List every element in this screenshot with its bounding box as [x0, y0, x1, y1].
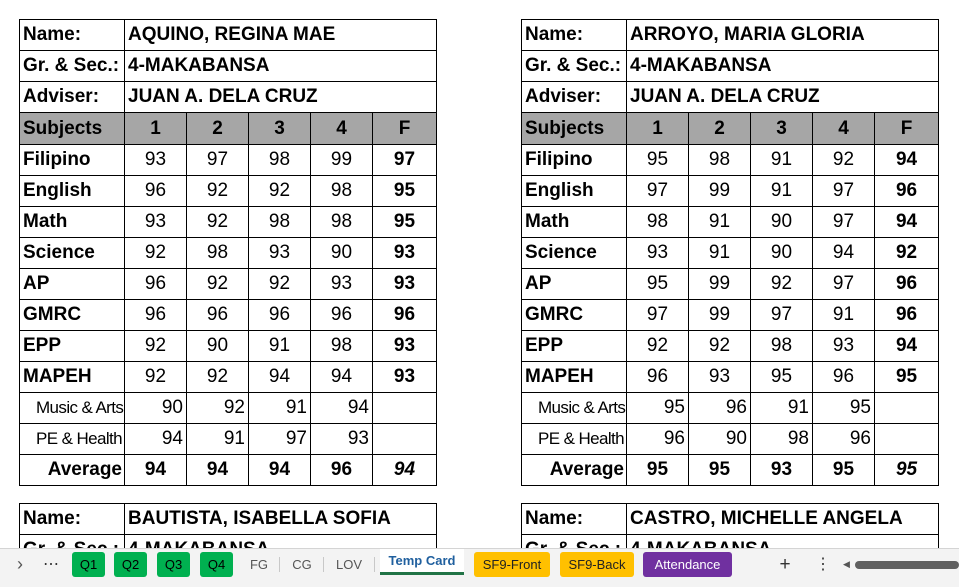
- component-grade-cell[interactable]: 95: [627, 393, 689, 424]
- name-label[interactable]: Name:: [20, 20, 125, 51]
- subject-name[interactable]: English: [522, 176, 627, 207]
- subject-row-epp: [20, 331, 437, 362]
- grade-cell[interactable]: 98: [311, 331, 373, 362]
- student-name[interactable]: AQUINO, REGINA MAE: [125, 20, 437, 51]
- average-cell[interactable]: 94: [187, 455, 249, 486]
- component-grade-cell[interactable]: 94: [311, 393, 373, 424]
- grade-cell[interactable]: 93: [689, 362, 751, 393]
- subjects-header[interactable]: Subjects: [522, 113, 627, 145]
- grade-cell[interactable]: 97: [813, 269, 875, 300]
- student-name[interactable]: CASTRO, MICHELLE ANGELA: [627, 504, 939, 535]
- grade-cell[interactable]: 93: [249, 238, 311, 269]
- grade-cell[interactable]: 97: [813, 176, 875, 207]
- scroll-left-arrow-icon[interactable]: ◀: [843, 559, 850, 569]
- subject-row-gmrc: [20, 300, 437, 331]
- general-average-cell[interactable]: 94: [373, 455, 437, 486]
- grade-cell[interactable]: 93: [311, 269, 373, 300]
- average-cell[interactable]: 95: [813, 455, 875, 486]
- grade-cell[interactable]: 92: [689, 331, 751, 362]
- component-grade-cell[interactable]: 97: [249, 424, 311, 455]
- average-cell[interactable]: 95: [627, 455, 689, 486]
- component-grade-cell[interactable]: 92: [187, 393, 249, 424]
- empty-cell[interactable]: [875, 393, 939, 424]
- sheet-tab-q3[interactable]: Q3: [157, 552, 190, 577]
- name-label[interactable]: Name:: [522, 504, 627, 535]
- component-row-music-arts: [20, 393, 437, 424]
- grade-cell[interactable]: 96: [125, 176, 187, 207]
- grade-cell[interactable]: 95: [627, 145, 689, 176]
- empty-cell[interactable]: [875, 424, 939, 455]
- name-label[interactable]: Name:: [20, 504, 125, 535]
- quarter-2-header[interactable]: 2: [689, 113, 751, 145]
- student-name[interactable]: BAUTISTA, ISABELLA SOFIA: [125, 504, 437, 535]
- component-grade-cell[interactable]: 93: [311, 424, 373, 455]
- final-grade-cell[interactable]: 92: [875, 238, 939, 269]
- grade-cell[interactable]: 98: [249, 207, 311, 238]
- final-grade-cell[interactable]: 93: [373, 269, 437, 300]
- final-grade-cell[interactable]: 96: [875, 176, 939, 207]
- subject-row-filipino: [522, 145, 939, 176]
- grade-cell[interactable]: 91: [249, 331, 311, 362]
- grade-cell[interactable]: 98: [627, 207, 689, 238]
- final-grade-cell[interactable]: 93: [373, 238, 437, 269]
- grade-cell[interactable]: 94: [311, 362, 373, 393]
- grade-cell[interactable]: 93: [813, 331, 875, 362]
- grade-cell[interactable]: 93: [627, 238, 689, 269]
- subject-name[interactable]: Filipino: [20, 145, 125, 176]
- adviser-value[interactable]: JUAN A. DELA CRUZ: [627, 82, 939, 113]
- subject-row-gmrc: [522, 300, 939, 331]
- final-grade-cell[interactable]: 95: [875, 362, 939, 393]
- grade-cell[interactable]: 93: [125, 207, 187, 238]
- final-grade-cell[interactable]: 94: [875, 145, 939, 176]
- grade-cell[interactable]: 94: [249, 362, 311, 393]
- grade-section-value[interactable]: 4-MAKABANSA: [627, 51, 939, 82]
- subject-row-mapeh: [522, 362, 939, 393]
- tab-separator: [279, 557, 280, 572]
- grade-cell[interactable]: 95: [627, 269, 689, 300]
- subject-row-math: [522, 207, 939, 238]
- quarter-1-header[interactable]: 1: [125, 113, 187, 145]
- grade-cell[interactable]: 90: [751, 207, 813, 238]
- final-header[interactable]: F: [373, 113, 437, 145]
- component-name[interactable]: Music & Arts: [20, 393, 125, 424]
- vertical-ellipsis-icon[interactable]: ⋮: [815, 556, 831, 573]
- final-grade-cell[interactable]: 96: [875, 300, 939, 331]
- subject-row-science: [20, 238, 437, 269]
- final-grade-cell[interactable]: 93: [373, 331, 437, 362]
- subjects-header[interactable]: Subjects: [20, 113, 125, 145]
- sheet-tab-sf9-back[interactable]: SF9-Back: [560, 552, 634, 577]
- sheet-tab-q4[interactable]: Q4: [200, 552, 233, 577]
- subject-row-filipino: [20, 145, 437, 176]
- average-row: [20, 455, 437, 486]
- grade-cell[interactable]: 98: [751, 331, 813, 362]
- grade-cell[interactable]: 96: [125, 300, 187, 331]
- subject-name[interactable]: Filipino: [522, 145, 627, 176]
- subject-row-epp: [522, 331, 939, 362]
- grade-section-label[interactable]: Gr. & Sec.:: [20, 51, 125, 82]
- grade-cell[interactable]: 93: [125, 145, 187, 176]
- quarter-2-header[interactable]: 2: [187, 113, 249, 145]
- grade-cell[interactable]: 99: [689, 176, 751, 207]
- subject-name[interactable]: EPP: [522, 331, 627, 362]
- sheet-tab-fg[interactable]: FG: [249, 557, 269, 572]
- sheet-tab-bar: [0, 548, 959, 587]
- grade-cell[interactable]: 99: [689, 300, 751, 331]
- report-card-arroyo: [521, 19, 939, 486]
- tab-separator: [374, 557, 375, 572]
- component-grade-cell[interactable]: 90: [689, 424, 751, 455]
- grade-cell[interactable]: 92: [249, 269, 311, 300]
- average-cell[interactable]: 93: [751, 455, 813, 486]
- subject-name[interactable]: MAPEH: [522, 362, 627, 393]
- quarter-3-header[interactable]: 3: [249, 113, 311, 145]
- subject-name[interactable]: Math: [522, 207, 627, 238]
- grade-cell[interactable]: 92: [125, 362, 187, 393]
- average-label[interactable]: Average: [522, 455, 627, 486]
- grade-cell[interactable]: 96: [125, 269, 187, 300]
- grade-cell[interactable]: 98: [249, 145, 311, 176]
- grade-cell[interactable]: 97: [187, 145, 249, 176]
- final-grade-cell[interactable]: 95: [373, 176, 437, 207]
- grade-cell[interactable]: 96: [627, 362, 689, 393]
- sheet-tab-sf9-front[interactable]: SF9-Front: [474, 552, 550, 577]
- grade-cell[interactable]: 92: [125, 331, 187, 362]
- final-grade-cell[interactable]: 95: [373, 207, 437, 238]
- quarter-4-header[interactable]: 4: [813, 113, 875, 145]
- grade-cell[interactable]: 91: [689, 238, 751, 269]
- grade-cell[interactable]: 92: [627, 331, 689, 362]
- quarter-3-header[interactable]: 3: [751, 113, 813, 145]
- grade-cell[interactable]: 92: [187, 176, 249, 207]
- sheet-tab-lov[interactable]: LOV: [335, 557, 362, 572]
- grade-cell[interactable]: 91: [813, 300, 875, 331]
- average-cell[interactable]: 94: [125, 455, 187, 486]
- grade-section-value[interactable]: 4-MAKABANSA: [125, 51, 437, 82]
- grade-cell[interactable]: 98: [187, 238, 249, 269]
- component-grade-cell[interactable]: 95: [813, 393, 875, 424]
- component-grade-cell[interactable]: 96: [627, 424, 689, 455]
- final-grade-cell[interactable]: 94: [875, 331, 939, 362]
- grade-cell[interactable]: 96: [813, 362, 875, 393]
- grade-cell[interactable]: 96: [187, 300, 249, 331]
- report-card-aquino: [19, 19, 437, 486]
- average-cell[interactable]: 95: [689, 455, 751, 486]
- tab-separator: [323, 557, 324, 572]
- subject-name[interactable]: Math: [20, 207, 125, 238]
- ellipsis-icon[interactable]: ⋯: [43, 556, 59, 573]
- adviser-label[interactable]: Adviser:: [20, 82, 125, 113]
- grade-cell[interactable]: 94: [813, 238, 875, 269]
- subject-name[interactable]: AP: [522, 269, 627, 300]
- name-label[interactable]: Name:: [522, 20, 627, 51]
- component-grade-cell[interactable]: 96: [689, 393, 751, 424]
- subject-row-math: [20, 207, 437, 238]
- sheet-tab-temp-card[interactable]: Temp Card: [380, 549, 464, 575]
- chevron-right-icon[interactable]: ›: [17, 554, 23, 574]
- subject-row-english: [522, 176, 939, 207]
- subject-row-ap: [20, 269, 437, 300]
- final-header[interactable]: F: [875, 113, 939, 145]
- final-grade-cell[interactable]: 93: [373, 362, 437, 393]
- average-label[interactable]: Average: [20, 455, 125, 486]
- component-name[interactable]: PE & Health: [20, 424, 125, 455]
- scrollbar-thumb[interactable]: [855, 561, 959, 569]
- grade-cell[interactable]: 91: [689, 207, 751, 238]
- final-grade-cell[interactable]: 94: [875, 207, 939, 238]
- grade-cell[interactable]: 92: [249, 176, 311, 207]
- grade-cell[interactable]: 97: [627, 176, 689, 207]
- adviser-label[interactable]: Adviser:: [522, 82, 627, 113]
- subject-name[interactable]: Science: [522, 238, 627, 269]
- adviser-value[interactable]: JUAN A. DELA CRUZ: [125, 82, 437, 113]
- grade-cell[interactable]: 99: [689, 269, 751, 300]
- plus-icon[interactable]: +: [779, 554, 791, 575]
- grade-cell[interactable]: 95: [751, 362, 813, 393]
- grade-section-label[interactable]: Gr. & Sec.:: [522, 51, 627, 82]
- final-grade-cell[interactable]: 96: [373, 300, 437, 331]
- grade-cell[interactable]: 90: [751, 238, 813, 269]
- grade-cell[interactable]: 98: [311, 176, 373, 207]
- grade-cell[interactable]: 97: [813, 207, 875, 238]
- subject-name[interactable]: MAPEH: [20, 362, 125, 393]
- grade-cell[interactable]: 91: [751, 176, 813, 207]
- component-row-pe-health: [522, 424, 939, 455]
- grade-cell[interactable]: 97: [627, 300, 689, 331]
- average-row: [522, 455, 939, 486]
- component-grade-cell[interactable]: 91: [751, 393, 813, 424]
- sheet-tab-attendance[interactable]: Attendance: [643, 552, 732, 577]
- final-grade-cell[interactable]: 97: [373, 145, 437, 176]
- component-name[interactable]: Music & Arts: [522, 393, 627, 424]
- horizontal-scrollbar[interactable]: [843, 559, 959, 571]
- general-average-cell[interactable]: 95: [875, 455, 939, 486]
- component-grade-cell[interactable]: 91: [187, 424, 249, 455]
- component-grade-cell[interactable]: 90: [125, 393, 187, 424]
- component-row-music-arts: [522, 393, 939, 424]
- subject-name[interactable]: Science: [20, 238, 125, 269]
- grade-cell[interactable]: 92: [187, 207, 249, 238]
- subject-name[interactable]: EPP: [20, 331, 125, 362]
- subject-name[interactable]: GMRC: [20, 300, 125, 331]
- subject-row-science: [522, 238, 939, 269]
- student-name[interactable]: ARROYO, MARIA GLORIA: [627, 20, 939, 51]
- quarter-1-header[interactable]: 1: [627, 113, 689, 145]
- grade-cell[interactable]: 98: [689, 145, 751, 176]
- component-grade-cell[interactable]: 91: [249, 393, 311, 424]
- sheet-tab-q1[interactable]: Q1: [72, 552, 105, 577]
- grade-cell[interactable]: 92: [125, 238, 187, 269]
- subject-row-mapeh: [20, 362, 437, 393]
- grade-cell[interactable]: 92: [751, 269, 813, 300]
- average-cell[interactable]: 94: [249, 455, 311, 486]
- grade-cell[interactable]: 97: [751, 300, 813, 331]
- grade-cell[interactable]: 96: [311, 300, 373, 331]
- component-grade-cell[interactable]: 96: [813, 424, 875, 455]
- sheet-tab-q2[interactable]: Q2: [114, 552, 147, 577]
- subject-name[interactable]: AP: [20, 269, 125, 300]
- grade-cell[interactable]: 92: [813, 145, 875, 176]
- component-row-pe-health: [20, 424, 437, 455]
- average-cell[interactable]: 96: [311, 455, 373, 486]
- grade-cell[interactable]: 99: [311, 145, 373, 176]
- grade-cell[interactable]: 92: [187, 362, 249, 393]
- quarter-4-header[interactable]: 4: [311, 113, 373, 145]
- final-grade-cell[interactable]: 96: [875, 269, 939, 300]
- grade-cell[interactable]: 90: [187, 331, 249, 362]
- grade-cell[interactable]: 92: [187, 269, 249, 300]
- component-grade-cell[interactable]: 98: [751, 424, 813, 455]
- grade-cell[interactable]: 96: [249, 300, 311, 331]
- grade-cell[interactable]: 91: [751, 145, 813, 176]
- empty-cell[interactable]: [373, 424, 437, 455]
- component-grade-cell[interactable]: 94: [125, 424, 187, 455]
- subject-name[interactable]: English: [20, 176, 125, 207]
- subject-row-english: [20, 176, 437, 207]
- grade-cell[interactable]: 90: [311, 238, 373, 269]
- subject-row-ap: [522, 269, 939, 300]
- subject-name[interactable]: GMRC: [522, 300, 627, 331]
- grade-cell[interactable]: 98: [311, 207, 373, 238]
- component-name[interactable]: PE & Health: [522, 424, 627, 455]
- sheet-tab-cg[interactable]: CG: [292, 557, 312, 572]
- empty-cell[interactable]: [373, 393, 437, 424]
